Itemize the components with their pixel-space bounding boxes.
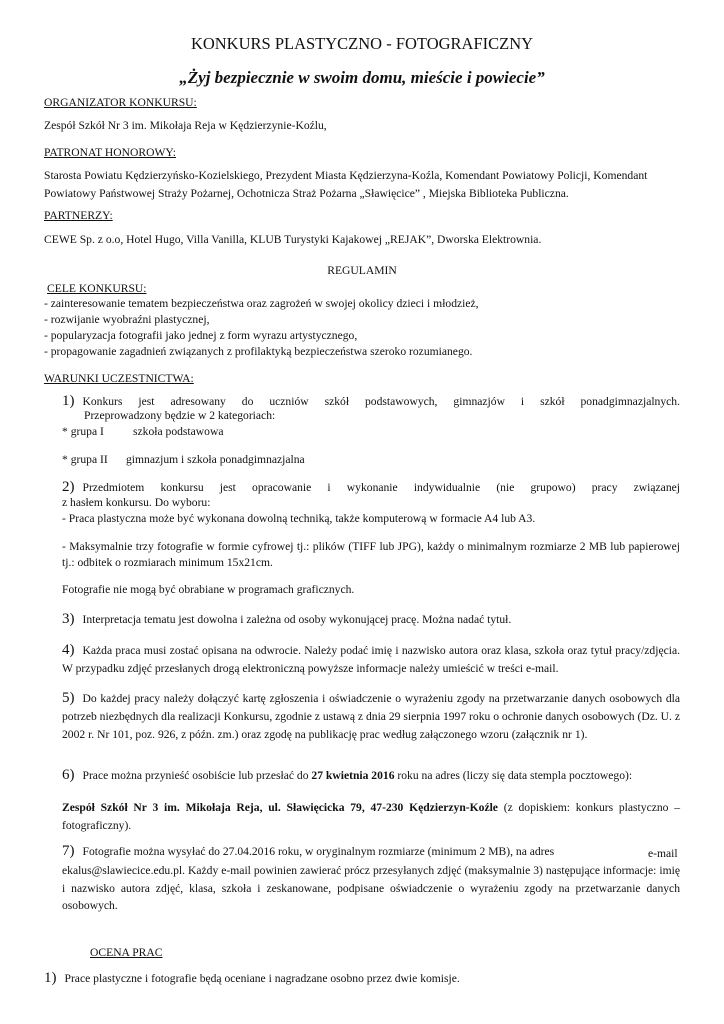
item-number: 6) xyxy=(62,767,75,783)
item-7-details: ekalus@slawiecice.edu.pl. Każdy e-mail powinien zawierać prócz przesyłanych zdjęć (maksymalnie 3) następujące informacje: imię i nazwisko autora zdjęć, klasa, szkoła i zeskanowane, podpisane oświadczenie o wyrażeniu zgody na przetwarzanie danych osobowych. xyxy=(62,864,680,912)
item-text: Prace można przynieść osobiście lub przesłać do xyxy=(82,769,312,782)
organizer-heading: ORGANIZATOR KONKURSU: xyxy=(44,96,197,109)
group-1-text: szkoła podstawowa xyxy=(133,425,224,438)
item-text: Prace plastyczne i fotografie będą oceniane i nagradzane osobno przez dwie komisje. xyxy=(64,972,460,985)
item-number: 5) xyxy=(62,690,75,706)
condition-item-5 xyxy=(62,689,680,744)
address-text: Zespół Szkół Nr 3 im. Mikołaja Reja, ul. Sławięcicka 79, 47-230 Kędzierzyn-Koźle xyxy=(62,801,498,814)
goal-item: - zainteresowanie tematem bezpieczeństwa oraz zagrożeń w swojej okolicy dzieci i młodzież, xyxy=(44,297,479,310)
item-text: Konkurs jest adresowany do uczniów szkół podstawowych, gimnazjów i szkół ponadgimnazjalnych. xyxy=(82,395,680,408)
goal-item: - propagowanie zagadnień związanych z profilaktyką bezpieczeństwa szeroko rozumianego. xyxy=(44,345,473,358)
item-number: 1) xyxy=(62,393,75,409)
item-text: Fotografie można wysyłać do 27.04.2016 roku, w oryginalnym rozmiarze (minimum 2 MB), na adres xyxy=(82,845,555,858)
item-text: roku na adres (liczy się data stempla pocztowego): xyxy=(394,769,633,782)
patron-text: Starosta Powiatu Kędzierzyńsko-Kozielskiego, Prezydent Miasta Kędzierzyna-Koźla, Komendant Powiatowy Policji, Komendant Powiatowy Państwowej Straży Pożarnej, Ochotnicza Straż Pożarna „Sławięcice” , Miejska Biblioteka Publiczna. xyxy=(44,169,648,200)
item-number: 7) xyxy=(62,843,75,859)
condition-item-3 xyxy=(62,611,680,628)
condition-item-2 xyxy=(62,479,680,496)
school-address xyxy=(62,799,680,835)
email-label: e-mail xyxy=(648,847,678,860)
goals-heading: CELE KONKURSU: xyxy=(47,282,147,295)
item-2-note: Fotografie nie mogą być obrabiane w programach graficznych. xyxy=(62,583,355,596)
item-text: Interpretacja tematu jest dowolna i zależna od osoby wykonującej pracę. Można nadać tytuł. xyxy=(82,613,512,626)
condition-item-7 xyxy=(62,843,622,860)
item-2-art: - Praca plastyczna może być wykonana dowolną techniką, także komputerową w formacie A4 lub A3. xyxy=(62,512,536,525)
condition-item-4 xyxy=(62,641,680,678)
item-number: 2) xyxy=(62,479,75,495)
group-2-label: * grupa II xyxy=(62,453,108,466)
partners-text: CEWE Sp. z o.o, Hotel Hugo, Villa Vanilla, KLUB Turystyki Kajakowej „REJAK”, Dworska Elektrownia. xyxy=(44,233,542,246)
item-text: Każda praca musi zostać opisana na odwrocie. Należy podać imię i nazwisko autora oraz klasa, szkoła oraz tytuł pracy/zdjęcia. W przypadku zdjęć przesłanych drogą elektroniczną powyższe informacje należy umieścić w treści e-mail. xyxy=(62,644,680,675)
goal-item: - popularyzacja fotografii jako jednej z form wyrazu artystycznego, xyxy=(44,329,358,342)
condition-item-6 xyxy=(62,767,680,784)
item-2-choice: z hasłem konkursu. Do wyboru: xyxy=(62,496,211,509)
item-text: Do każdej pracy należy dołączyć kartę zgłoszenia i oświadczenie o wyrażeniu zgody na przetwarzanie danych osobowych dla potrzeb niezbędnych dla realizacji Konkursu, zgodnie z ustawą z dnia 29 sierpnia 1997 roku o ochronie danych osobowych (Dz. U. z 2002 r. Nr 101, poz. 926, z późn. zm.) oraz zgodę na publikację prac według załączonego wzoru (załącznik nr 1). xyxy=(62,692,680,741)
organizer-text: Zespół Szkół Nr 3 im. Mikołaja Reja w Kędzierzynie-Koźlu, xyxy=(44,119,327,132)
rules-heading: REGULAMIN xyxy=(327,264,397,277)
group-2-text: gimnazjum i szkoła ponadgimnazjalna xyxy=(126,453,305,466)
contest-title: KONKURS PLASTYCZNO - FOTOGRAFICZNY xyxy=(190,34,534,53)
evaluation-heading: OCENA PRAC xyxy=(90,946,163,959)
goal-item: - rozwijanie wyobraźni plastycznej, xyxy=(44,313,210,326)
evaluation-item-1 xyxy=(44,970,680,987)
contest-slogan: „Żyj bezpiecznie w swoim domu, mieście i powiecie” xyxy=(179,68,545,87)
item-2-photo: - Maksymalnie trzy fotografie w formie cyfrowej tj.: plików (TIFF lub JPG), każdy o minimalnym rozmiarze 2 MB lub papierowej tj.: odbitek o rozmiarach minimum 15x21cm. xyxy=(62,540,680,569)
patron-heading: PATRONAT HONOROWY: xyxy=(44,146,176,159)
group-1-label: * grupa I xyxy=(62,425,104,438)
item-text: Przedmiotem konkursu jest opracowanie i wykonanie indywidualnie (nie grupowo) pracy związanej xyxy=(82,481,680,494)
item-number: 4) xyxy=(62,642,75,658)
address-note: (z dopiskiem: konkurs plastyczno – fotograficzny). xyxy=(62,801,680,832)
item-number: 1) xyxy=(44,970,57,986)
partners-heading: PARTNERZY: xyxy=(44,209,113,222)
deadline-date: 27 kwietnia 2016 xyxy=(311,769,395,782)
item-number: 3) xyxy=(62,611,75,627)
conditions-heading: WARUNKI UCZESTNICTWA: xyxy=(44,372,194,385)
item-1-categories: Przeprowadzony będzie w 2 kategoriach: xyxy=(84,409,276,422)
